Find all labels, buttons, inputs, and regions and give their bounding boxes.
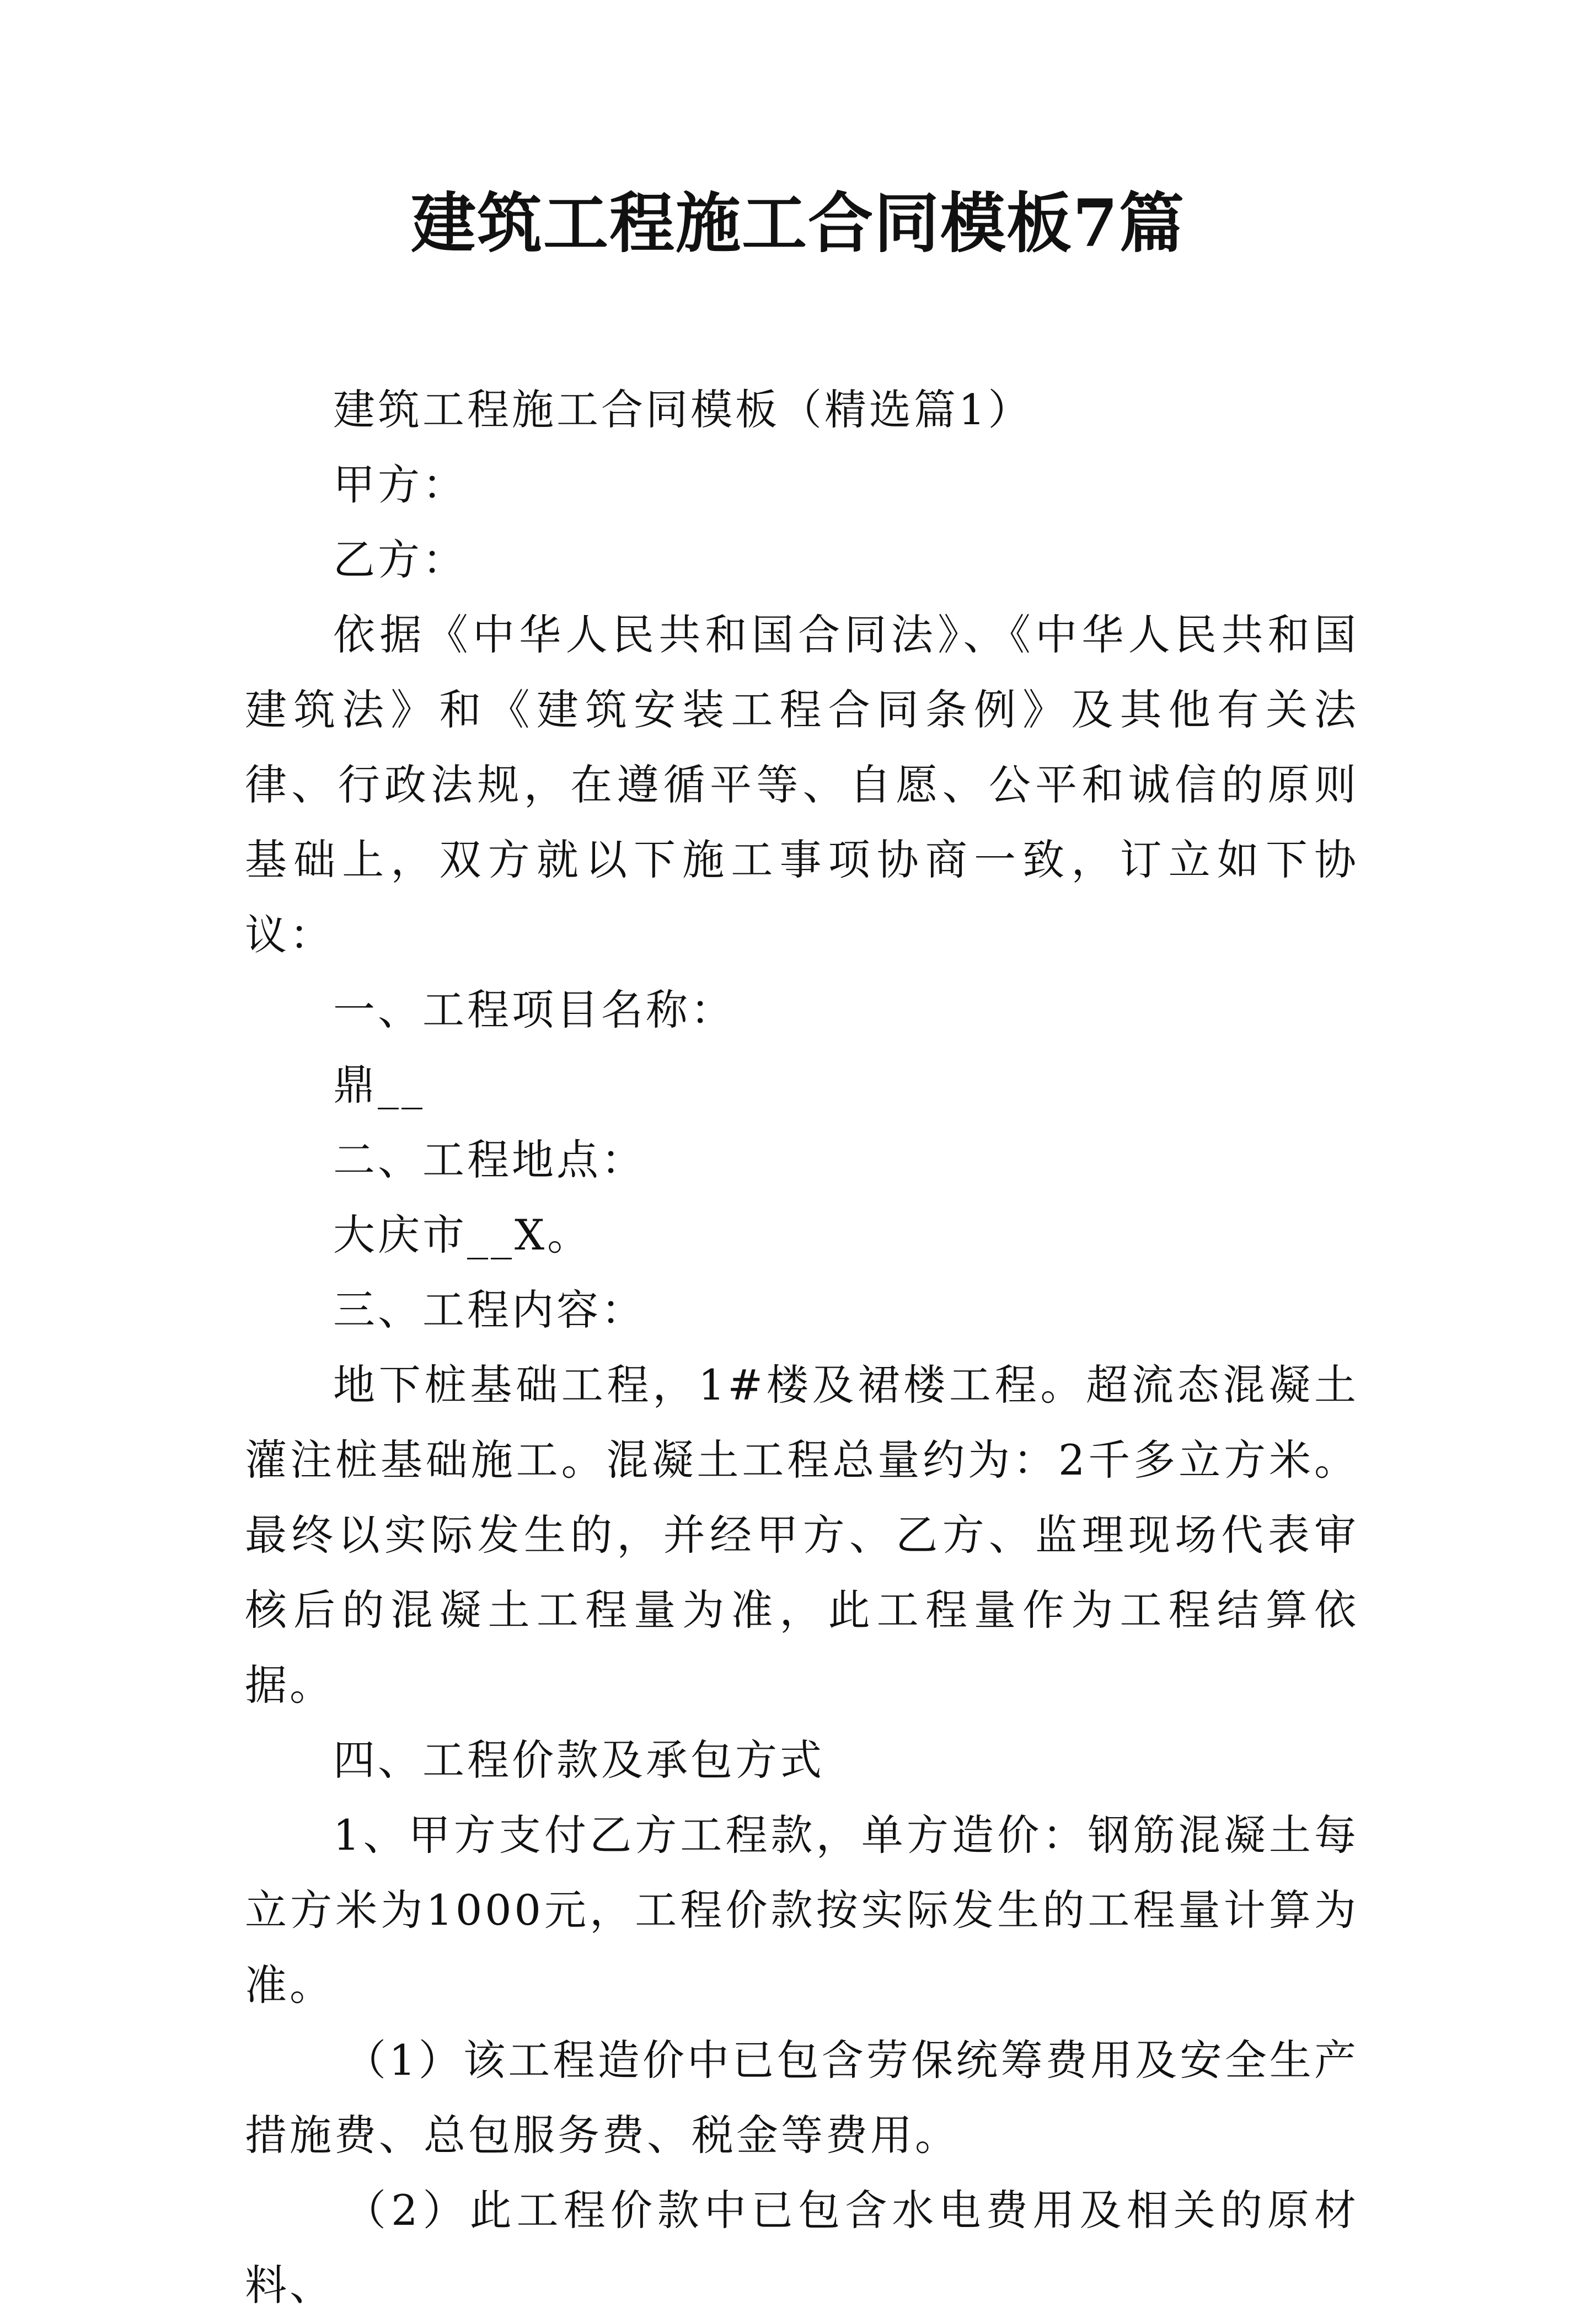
preamble-paragraph: 依据《中华人民共和国合同法》、《中华人民共和国建筑法》和《建筑安装工程合同条例》及其他有关法律、行政法规，在遵循平等、自愿、公平和诚信的原则基础上，双方就以下施工事项协商一致，订立如下协议：	[245, 610, 1359, 959]
clause-heading-location: 二、工程地点：	[333, 1135, 646, 1184]
party-b-line: 乙方：	[333, 535, 467, 584]
price-paragraph: 1、甲方支付乙方工程款，单方造价：钢筋混凝土每立方米为1000元，工程价款按实际发生的工程量计算为准。	[245, 1811, 1359, 2010]
clause-heading-content: 三、工程内容：	[333, 1285, 646, 1334]
clause-heading-price: 四、工程价款及承包方式	[333, 1735, 824, 1785]
price-subclause-1: （1）该工程造价中已包含劳保统筹费用及安全生产措施费、总包服务费、税金等费用。	[245, 2036, 1359, 2160]
party-a-line: 甲方：	[333, 460, 467, 509]
clause-heading-project-name: 一、工程项目名称：	[333, 985, 735, 1034]
document-title: 建筑工程施工合同模板7篇	[410, 185, 1186, 261]
document-body	[245, 372, 1359, 2323]
content-paragraph: 地下桩基础工程，1#楼及裙楼工程。超流态混凝土灌注桩基础施工。混凝土工程总量约为：2千多立方米。最终以实际发生的，并经甲方、乙方、监理现场代表审核后的混凝土工程量为准，此工程量作为工程结算依据。	[245, 1360, 1359, 1710]
project-name-value: 鼎__	[333, 1060, 425, 1109]
section-heading: 建筑工程施工合同模板（精选篇1）	[333, 385, 1033, 434]
location-value: 大庆市__X。	[333, 1210, 592, 1259]
price-subclause-2: （2）此工程价款中已包含水电费用及相关的原材料、	[245, 2186, 1359, 2310]
